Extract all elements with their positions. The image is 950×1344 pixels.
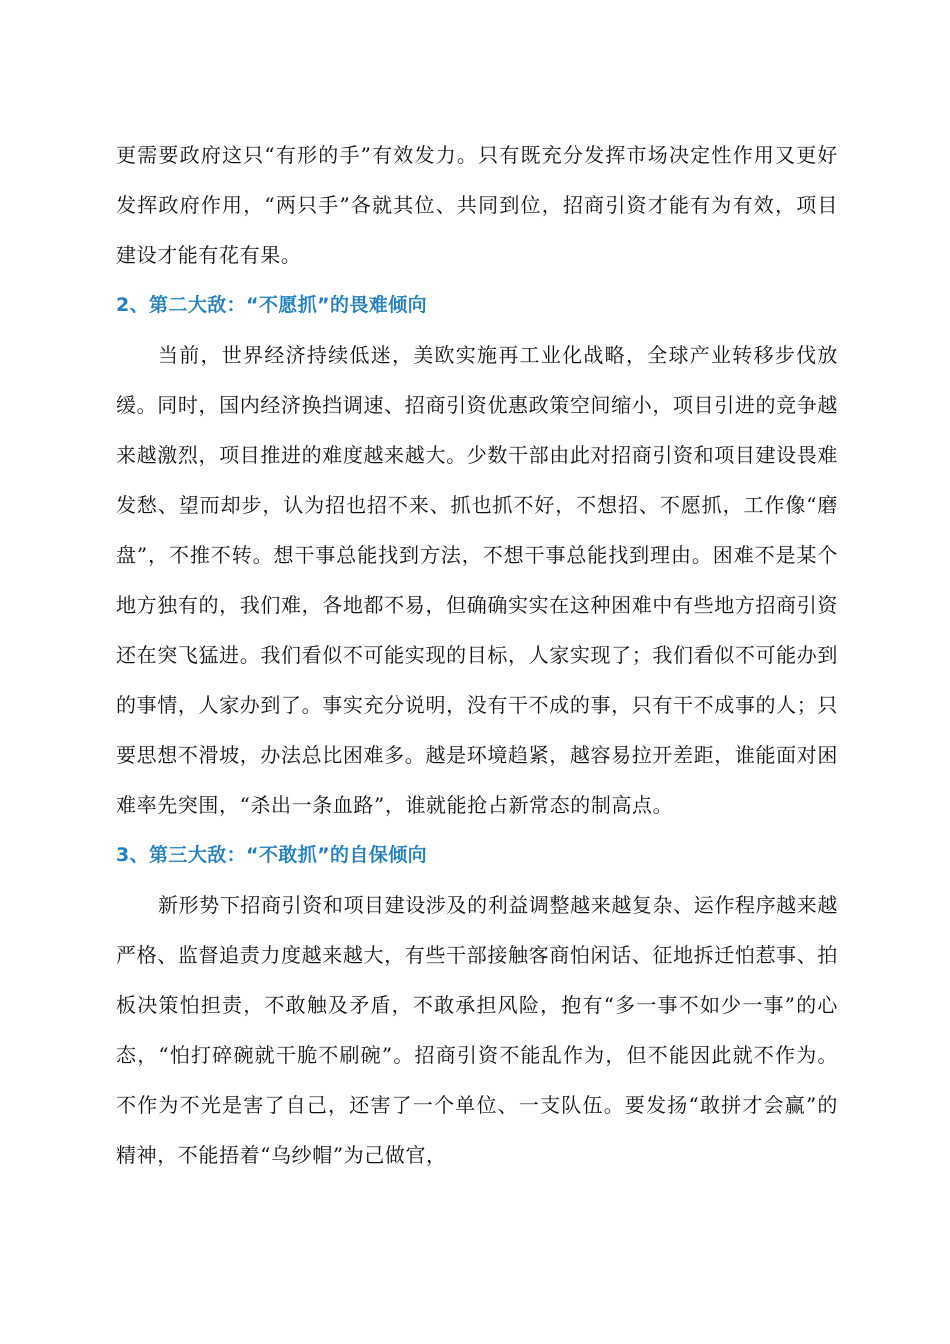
section-heading-3: 3、第三大敌：“不敢抓”的自保倾向 (116, 844, 427, 866)
paragraph-section-2: 当前，世界经济持续低迷，美欧实施再工业化战略，全球产业转移步伐放缓。同时，国内经济换挡调速、招商引资优惠政策空间缩小，项目引进的竞争越来越激烈，项目推进的难度越来越大。少数干部由此对招商引资和项目建设畏难发愁、望而却步，认为招也招不来、抓也抓不好，不想招、不愿抓，工作像“磨盘”，不推不转。想干事总能找到方法，不想干事总能找到理由。困难不是某个地方独有的，我们难，各地都不易，但确确实实在这种困难中有些地方招商引资还在突飞猛进。我们看似不可能实现的目标，人家实现了；我们看似不可能办到的事情，人家办到了。事实充分说明，没有干不成的事，只有干不成事的人；只要思想不滑坡，办法总比困难多。越是环境趋紧，越容易拉开差距，谁能面对困难率先突围，“杀出一条血路”，谁就能抢占新常态的制高点。 (116, 343, 838, 817)
paragraph-continuation: 更需要政府这只“有形的手”有效发力。只有既充分发挥市场决定性作用又更好发挥政府作用，“两只手”各就其位、共同到位，招商引资才能有为有效，项目建设才能有花有果。 (116, 143, 838, 267)
section-heading-2: 2、第二大敌：“不愿抓”的畏难倾向 (116, 294, 427, 316)
document-body (116, 130, 838, 1180)
paragraph-section-3: 新形势下招商引资和项目建设涉及的利益调整越来越复杂、运作程序越来越严格、监督追责力度越来越大，有些干部接触客商怕闲话、征地拆迁怕惹事、拍板决策怕担责，不敢触及矛盾，不敢承担风险，抱有“多一事不如少一事”的心态，“怕打碎碗就干脆不刷碗”。招商引资不能乱作为，但不能因此就不作为。不作为不光是害了自己，还害了一个单位、一支队伍。要发扬“敢拼才会赢”的精神，不能捂着“乌纱帽”为己做官， (116, 893, 838, 1167)
